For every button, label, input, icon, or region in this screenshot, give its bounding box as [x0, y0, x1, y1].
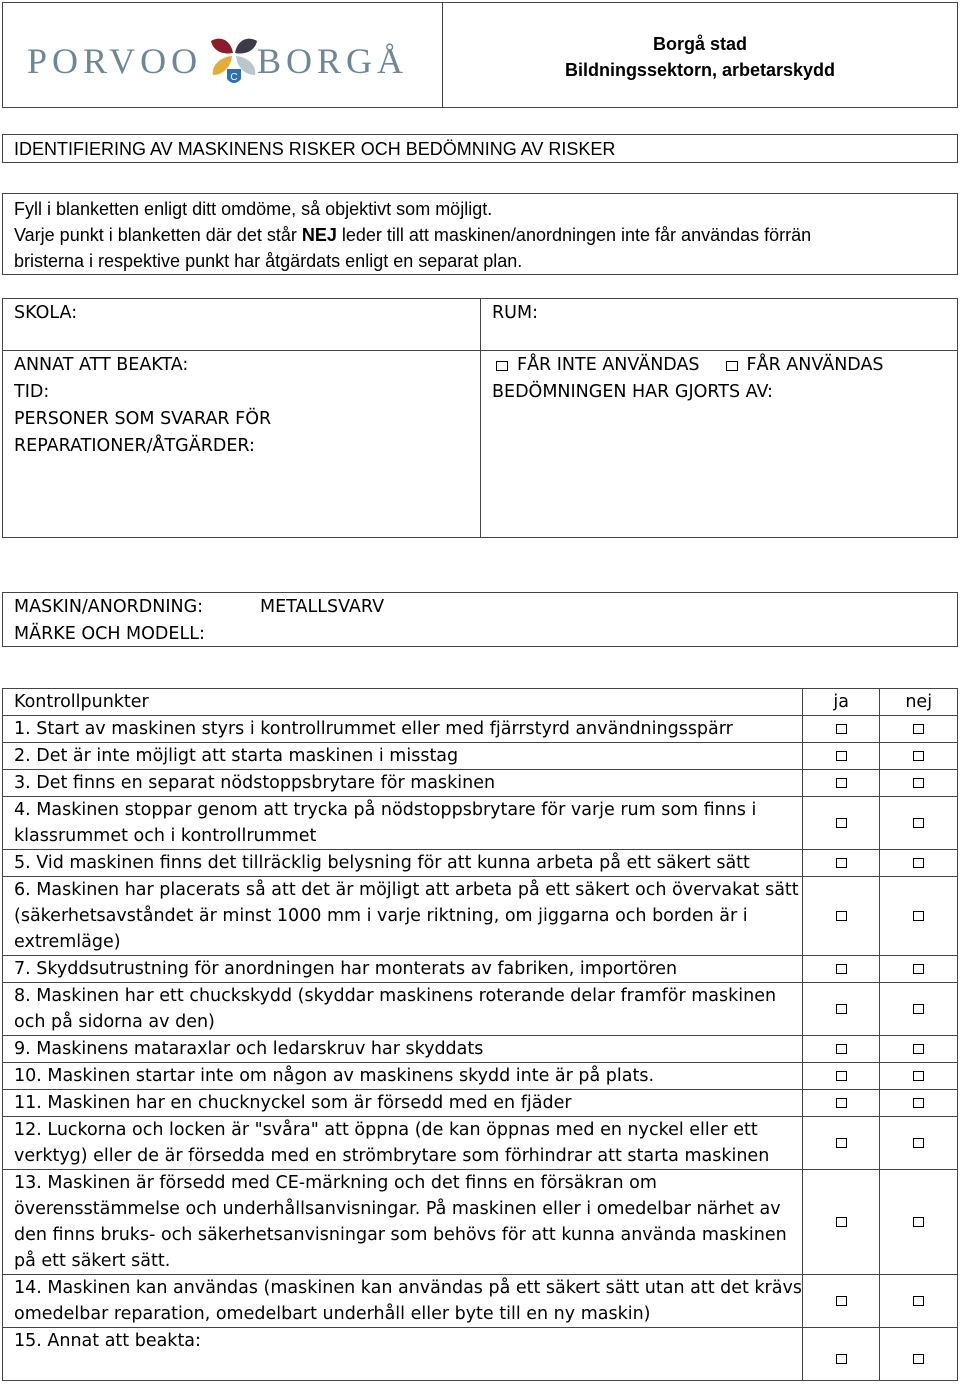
- checkpoint-line: och på sidorna av den): [14, 1012, 215, 1032]
- assessment-field[interactable]: [481, 351, 957, 537]
- checkbox-nej[interactable]: [913, 1138, 924, 1148]
- checkpoint-text: [3, 770, 803, 797]
- cell-nej: [880, 956, 958, 983]
- cell-ja: [802, 1275, 879, 1328]
- skola-field[interactable]: [3, 299, 481, 351]
- checkbox-nej[interactable]: [913, 778, 924, 788]
- checkbox-nej[interactable]: [913, 1098, 924, 1108]
- table-row: [3, 1328, 958, 1381]
- checkpoint-line: [14, 1354, 802, 1380]
- table-row: [3, 743, 958, 770]
- checkpoint-line: 14. Maskinen kan användas (maskinen kan användas på ett säkert sätt utan att det krävs: [14, 1278, 802, 1298]
- model-label: MÄRKE OCH MODELL:: [14, 624, 205, 644]
- cell-nej: [880, 1328, 958, 1381]
- cell-nej: [880, 983, 958, 1036]
- checkbox-nej[interactable]: [913, 1296, 924, 1306]
- tid-label: TID:: [14, 382, 50, 402]
- cell-ja: [802, 1117, 879, 1170]
- cell-ja: [802, 743, 879, 770]
- checkpoint-text: [3, 743, 803, 770]
- checkpoint-line: verktyg) eller de är försedda med en strömbrytare som förhindrar att starta maskinen: [14, 1146, 770, 1166]
- annat-label: ANNAT ATT BEAKTA:: [14, 355, 189, 375]
- table-row: [3, 1036, 958, 1063]
- checkpoint-text: [3, 850, 803, 877]
- table-row: [3, 1170, 958, 1275]
- table-row: [3, 877, 958, 956]
- checkbox-nej[interactable]: [913, 1354, 924, 1364]
- checkbox-ja[interactable]: [836, 818, 847, 828]
- table-row: [3, 850, 958, 877]
- cell-ja: [802, 956, 879, 983]
- rum-label: RUM:: [492, 303, 538, 323]
- cell-ja: [802, 877, 879, 956]
- checkpoint-text: [3, 956, 803, 983]
- table-row: [3, 1063, 958, 1090]
- checkpoint-line: 7. Skyddsutrustning för anordningen har monterats av fabriken, importören: [14, 959, 678, 979]
- header-nej: nej: [880, 689, 958, 716]
- personer-label: PERSONER SOM SVARAR FÖR: [14, 409, 272, 429]
- checkpoint-line: 4. Maskinen stoppar genom att trycka på nödstoppsbrytare för varje rum som finns i: [14, 800, 757, 820]
- table-row: [3, 1275, 958, 1328]
- city-logo-icon: [205, 33, 263, 89]
- notes-field[interactable]: [3, 351, 481, 537]
- instruction-line: bristerna i respektive punkt har åtgärdats enligt en separat plan.: [14, 251, 523, 271]
- cell-ja: [802, 770, 879, 797]
- cell-ja: [802, 1328, 879, 1381]
- org-name: Borgå stad: [652, 34, 748, 54]
- checkpoint-line: 3. Det finns en separat nödstoppsbrytare för maskinen: [14, 773, 496, 793]
- logo-text-borga: BORGÅ: [257, 41, 409, 81]
- cell-nej: [880, 716, 958, 743]
- checkbox-nej[interactable]: [913, 911, 924, 921]
- cell-nej: [880, 743, 958, 770]
- checkbox-nej[interactable]: [913, 1217, 924, 1227]
- checkbox-ja[interactable]: [836, 1138, 847, 1148]
- table-row: [3, 983, 958, 1036]
- checkbox-nej[interactable]: [913, 1071, 924, 1081]
- checkpoint-line: 11. Maskinen har en chucknyckel som är försedd med en fjäder: [14, 1093, 572, 1113]
- organization-cell: [442, 2, 958, 108]
- checkbox-ja[interactable]: [836, 778, 847, 788]
- checkpoint-text: [3, 1170, 803, 1275]
- checkpoint-line: 2. Det är inte möjligt att starta maskinen i misstag: [14, 746, 459, 766]
- checkbox-nej[interactable]: [913, 964, 924, 974]
- bedomning-label: BEDÖMNINGEN HAR GJORTS AV:: [492, 382, 773, 402]
- table-row: [3, 956, 958, 983]
- checkpoint-line: (säkerhetsavståndet är minst 1000 mm i varje riktning, om jiggarna och borden är i: [14, 906, 748, 926]
- option-far-anvandas: FÅR ANVÄNDAS: [746, 355, 884, 375]
- checkbox-nej[interactable]: [913, 724, 924, 734]
- cell-nej: [880, 1117, 958, 1170]
- usage-options: [492, 352, 957, 379]
- checkpoint-line: 5. Vid maskinen finns det tillräcklig belysning för att kunna arbeta på ett säkert sätt: [14, 853, 750, 873]
- machine-block: [2, 592, 958, 647]
- checkpoint-line: 10. Maskinen startar inte om någon av maskinens skydd inte är på plats.: [14, 1066, 655, 1086]
- checkpoint-text: [3, 983, 803, 1036]
- checkbox-ja[interactable]: [836, 1296, 847, 1306]
- checkpoint-line: 6. Maskinen har placerats så att det är möjligt att arbeta på ett säkert och övervakat sätt: [14, 880, 799, 900]
- checkbox-ja[interactable]: [836, 858, 847, 868]
- checkpoint-line: 1. Start av maskinen styrs i kontrollrummet eller med fjärrstyrd användningsspärr: [14, 719, 733, 739]
- org-department: Bildningssektorn, arbetarskydd: [564, 60, 836, 80]
- checklist-header-row: [3, 689, 958, 716]
- checkpoint-line: klassrummet och i kontrollrummet: [14, 826, 317, 846]
- checklist-table: [2, 688, 958, 1381]
- cell-nej: [880, 1036, 958, 1063]
- checkbox-ja[interactable]: [836, 1217, 847, 1227]
- checkpoint-line: 15. Annat att beakta:: [14, 1331, 201, 1351]
- cell-nej: [880, 1063, 958, 1090]
- checkbox-ja[interactable]: [836, 751, 847, 761]
- instruction-line: Varje punkt i blanketten där det står NEJ leder till att maskinen/anordningen inte får användas förrän: [14, 225, 812, 245]
- checkpoint-text: [3, 1117, 803, 1170]
- table-row: [3, 716, 958, 743]
- cell-ja: [802, 1170, 879, 1275]
- machine-label: MASKIN/ANORDNING:: [14, 597, 204, 617]
- checkpoint-text: [3, 716, 803, 743]
- machine-value[interactable]: METALLSVARV: [260, 597, 385, 617]
- checkbox-ja[interactable]: [836, 1004, 847, 1014]
- checkbox-nej[interactable]: [913, 818, 924, 828]
- checkbox-ja[interactable]: [836, 1354, 847, 1364]
- info-block: [2, 298, 958, 538]
- cell-ja: [802, 1063, 879, 1090]
- cell-ja: [802, 983, 879, 1036]
- header-ja: ja: [802, 689, 879, 716]
- checkbox-ja[interactable]: [836, 1071, 847, 1081]
- checkpoint-line: 12. Luckorna och locken är "svåra" att öppna (de kan öppnas med en nyckel eller ett: [14, 1120, 758, 1140]
- table-row: [3, 770, 958, 797]
- cell-nej: [880, 797, 958, 850]
- cell-ja: [802, 716, 879, 743]
- cell-ja: [802, 1090, 879, 1117]
- checkbox-nej[interactable]: [913, 1044, 924, 1054]
- checkpoint-text: [3, 1090, 803, 1117]
- checkbox-ja[interactable]: [836, 724, 847, 734]
- rum-field[interactable]: [481, 299, 957, 351]
- cell-nej: [880, 1170, 958, 1275]
- checkbox-ja[interactable]: [836, 1044, 847, 1054]
- cell-nej: [880, 770, 958, 797]
- cell-nej: [880, 1090, 958, 1117]
- checkbox-ja[interactable]: [836, 964, 847, 974]
- logo-text-porvoo: PORVOO: [27, 41, 203, 81]
- instruction-line: Fyll i blanketten enligt ditt omdöme, så objektivt som möjligt.: [14, 199, 493, 219]
- instructions: [2, 193, 958, 275]
- table-row: [3, 1117, 958, 1170]
- cell-nej: [880, 877, 958, 956]
- checkpoint-line: 9. Maskinens mataraxlar och ledarskruv har skyddats: [14, 1039, 484, 1059]
- checkpoint-text: [3, 877, 803, 956]
- checkpoint-line: överensstämmelse och underhållsanvisningar. På maskinen eller i omedelbar närhet av: [14, 1199, 781, 1219]
- checkpoint-text: [3, 797, 803, 850]
- checkbox-nej[interactable]: [913, 1004, 924, 1014]
- checkpoint-line: extremläge): [14, 932, 121, 952]
- table-row: [3, 1090, 958, 1117]
- skola-label: SKOLA:: [14, 303, 78, 323]
- checkbox-nej[interactable]: [913, 858, 924, 868]
- checkpoint-line: på ett säkert sätt.: [14, 1251, 171, 1271]
- cell-ja: [802, 850, 879, 877]
- nej-emphasis: NEJ: [301, 225, 337, 245]
- checkpoint-text: [3, 1063, 803, 1090]
- cell-ja: [802, 797, 879, 850]
- checkpoint-text: [3, 1275, 803, 1328]
- checkpoint-line: den finns bruks- och säkerhetsanvisningar som behövs för att kunna använda maskinen: [14, 1225, 787, 1245]
- logo-cell: [2, 2, 443, 108]
- form-title: IDENTIFIERING AV MASKINENS RISKER OCH BEDÖMNING AV RISKER: [2, 134, 958, 163]
- header-kontrollpunkter: Kontrollpunkter: [3, 689, 803, 716]
- cell-nej: [880, 850, 958, 877]
- cell-ja: [802, 1036, 879, 1063]
- cell-nej: [880, 1275, 958, 1328]
- table-row: [3, 797, 958, 850]
- svg-text:C: C: [230, 72, 238, 83]
- checkbox-far-anvandas[interactable]: [726, 361, 738, 371]
- checkbox-nej[interactable]: [913, 751, 924, 761]
- checkpoint-text: [3, 1328, 803, 1381]
- checkbox-ja[interactable]: [836, 1098, 847, 1108]
- checkbox-ja[interactable]: [836, 911, 847, 921]
- personer-label: REPARATIONER/ÅTGÄRDER:: [14, 436, 255, 456]
- checkpoint-line: 8. Maskinen har ett chuckskydd (skyddar maskinens roterande delar framför maskinen: [14, 986, 777, 1006]
- checkpoint-line: 13. Maskinen är försedd med CE-märkning och det finns en försäkran om: [14, 1173, 657, 1193]
- checkpoint-text: [3, 1036, 803, 1063]
- checkbox-far-inte-anvandas[interactable]: [496, 361, 508, 371]
- checkpoint-line: omedelbar reparation, omedelbart underhåll eller byte till en ny maskin): [14, 1304, 651, 1324]
- option-far-inte-anvandas: FÅR INTE ANVÄNDAS: [517, 355, 700, 375]
